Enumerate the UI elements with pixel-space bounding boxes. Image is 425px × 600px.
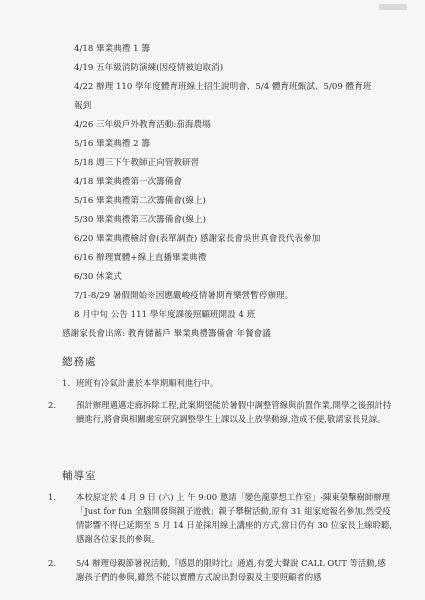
scan-artifact (379, 4, 407, 10)
list-item (48, 398, 394, 426)
schedule-item: 7/1-8/29 暑假開始※因應嚴峻疫情暑期育樂營暫停辦理。 (74, 291, 294, 301)
schedule-item: 感謝家長會出席: 教育儲蓄戶 畢業典禮籌備會 年餐會議 (62, 329, 271, 339)
list-item (48, 556, 394, 584)
schedule-item: 5/16 畢業典禮第二次籌備會(線上) (74, 196, 206, 206)
item-text: 本校原定於 4 月 9 日 (六) 上 午 9:00 邀請「變色龍夢想工作室」-陳東榮擊樹師辦理「Just for fun 全腦開發與親子遊戲」親子攀樹活動,原有 31 組家庭報名參加,然受疫情影響不得已延期至 5 月 14 日並採用線上講座的方式,當日仍有 30 位家長上線聆聽,感謝各位家長的參與。 (76, 492, 392, 544)
schedule-item: 8 月中旬 公告 111 學年度課後照顧班開設 4 班 (74, 310, 256, 320)
schedule-item: 5/30 畢業典禮第三次籌備會(線上) (74, 215, 206, 225)
list-item (62, 376, 380, 390)
item-text: 班班有冷氣計畫於本學期順利進行中。 (76, 378, 219, 388)
schedule-item: 5/18 週三下午教師正向管教研習 (74, 158, 200, 168)
item-number: 2. (48, 558, 56, 568)
schedule-item: 4/18 畢業典禮第一次籌備會 (74, 177, 182, 187)
schedule-item: 4/22 辦理 110 學年度體育班線上招生說明會、5/4 體育班甄試、5/09 體育班 (74, 82, 372, 92)
item-number: 1. (48, 492, 56, 502)
section-title-counseling: 輔導室 (62, 470, 97, 482)
section-title-general-affairs: 總務處 (62, 356, 97, 368)
item-number: 2. (48, 400, 56, 410)
schedule-item: 6/30 休業式 (74, 272, 122, 282)
schedule-item: 報到 (74, 101, 92, 111)
item-text: 預計辦理邁邁走廊拆除工程,此案期望能於暑假中調整管線與前置作業,開學之後預計持續進行,將會與相關處室研究調整學生上課以及上放學動線,造成不便,敬請家長見諒。 (76, 400, 392, 424)
schedule-item: 5/16 畢業典禮 2 籌 (74, 139, 150, 149)
item-text: 5/4 辦理母親節暑祝活動,『感恩的限時比』通過,有愛大聲說 CALL OUT 等活動,感謝孩子們的參與,雖然不能以實體方式說出對母親及主要照顧者的感 (76, 558, 386, 582)
schedule-item: 4/26 三年級戶外教育活動:茄海農場 (74, 120, 211, 130)
schedule-item: 4/19 五年級消防演練(因疫情被迫取消) (74, 63, 224, 73)
schedule-item: 6/16 辦理實體+線上直播畢業典禮 (74, 253, 207, 263)
list-item (48, 490, 394, 546)
schedule-item: 4/18 畢業典禮 1 籌 (74, 44, 150, 54)
schedule-item: 6/20 畢業典禮檢討會(表單調查) 感謝家長會吳世真會長代表參加 (74, 234, 321, 244)
item-number: 1. (62, 378, 70, 388)
